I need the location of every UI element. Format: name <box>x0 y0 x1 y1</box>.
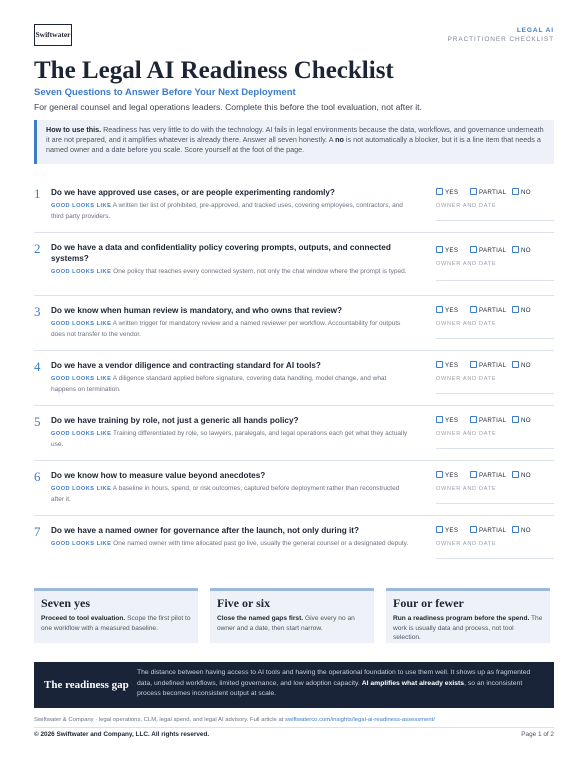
good-looks-like-text: A written trigger for mandatory review and a named reviewer per workflow. Accountability for outputs does not transfer to the vendor. <box>51 320 401 338</box>
partial-checkbox[interactable] <box>470 188 477 195</box>
option-yes[interactable] <box>436 188 458 198</box>
owner-and-date-label: OWNER AND DATE <box>436 541 497 547</box>
good-looks-like-label: GOOD LOOKS LIKE <box>51 269 112 275</box>
good-looks-like-label: GOOD LOOKS LIKE <box>51 541 112 547</box>
good-looks-like-text: One named owner with time allocated past go live, usually the general counsel or a designated deputy. <box>113 540 409 547</box>
yes-checkbox[interactable] <box>436 188 443 195</box>
question-row <box>34 233 554 296</box>
owner-and-date-label: OWNER AND DATE <box>436 261 497 267</box>
owner-and-date-label: OWNER AND DATE <box>436 321 497 327</box>
good-looks-like <box>51 484 413 504</box>
owner-and-date-field[interactable] <box>436 558 554 559</box>
partial-checkbox[interactable] <box>470 246 477 253</box>
yes-label: YES <box>445 417 459 424</box>
page-header <box>34 24 554 50</box>
no-checkbox[interactable] <box>512 188 519 195</box>
answer-options <box>436 306 554 316</box>
question-text: Do we have a named owner for governance after the launch, not only during it? <box>51 526 359 535</box>
how-to-use-panel <box>34 120 554 164</box>
yes-checkbox[interactable] <box>436 361 443 368</box>
owner-and-date-field[interactable] <box>436 338 554 339</box>
question-number: 5 <box>34 414 41 429</box>
question-number: 4 <box>34 359 41 374</box>
owner-and-date-field[interactable] <box>436 448 554 449</box>
yes-label: YES <box>445 307 459 314</box>
option-partial[interactable] <box>470 188 506 198</box>
question-row <box>34 351 554 406</box>
question-text: Do we have a data and confidentiality policy covering prompts, outputs, and connected systems? <box>51 243 391 263</box>
score-detail: The work is usually data and process, not tool selection. <box>393 615 543 641</box>
question-row <box>34 296 554 351</box>
score-text <box>217 614 367 633</box>
score-action: Close the named gaps first. <box>217 615 304 622</box>
option-no[interactable] <box>512 246 531 256</box>
partial-checkbox[interactable] <box>470 416 477 423</box>
page-title: The Legal AI Readiness Checklist <box>34 57 394 84</box>
score-heading: Four or fewer <box>393 596 464 610</box>
partial-checkbox[interactable] <box>470 471 477 478</box>
good-looks-like <box>51 201 413 221</box>
option-no[interactable] <box>512 471 531 481</box>
question-number: 2 <box>34 241 41 256</box>
question-text: Do we have training by role, not just a generic all hands policy? <box>51 416 299 425</box>
brand-logo: Swiftwater <box>34 24 72 46</box>
no-label: NO <box>521 247 531 254</box>
readiness-gap-panel <box>34 662 554 708</box>
gap-emphasis: AI amplifies what already exists <box>361 679 465 687</box>
yes-checkbox[interactable] <box>436 416 443 423</box>
partial-label: PARTIAL <box>479 247 507 254</box>
option-no[interactable] <box>512 361 531 371</box>
header-tag <box>448 26 554 45</box>
answer-options <box>436 188 554 198</box>
score-heading: Seven yes <box>41 596 90 610</box>
good-looks-like-label: GOOD LOOKS LIKE <box>51 486 112 492</box>
score-action: Run a readiness program before the spend. <box>393 615 530 622</box>
partial-checkbox[interactable] <box>470 526 477 533</box>
yes-label: YES <box>445 527 459 534</box>
question-row <box>34 516 554 571</box>
partial-label: PARTIAL <box>479 189 507 196</box>
good-looks-like <box>51 374 413 394</box>
answer-options <box>436 526 554 536</box>
question-number: 3 <box>34 304 41 319</box>
good-looks-like <box>51 267 413 278</box>
question-list <box>34 178 554 571</box>
yes-label: YES <box>445 189 459 196</box>
how-to-text-a: Readiness has very little to do with the technology. AI fails in legal environments because the data, workflows, and governance underneath it are not prepared, and it amplifies whatever is already there. Answer all seven honestly. A <box>46 125 544 144</box>
question-number: 1 <box>34 186 41 201</box>
question-number: 7 <box>34 524 41 539</box>
page-lede: For general counsel and legal operations leaders. Complete this before the tool evaluation, not after it. <box>34 102 422 112</box>
option-partial[interactable] <box>470 471 506 481</box>
answer-options <box>436 416 554 426</box>
answer-options <box>436 471 554 481</box>
score-detail: Scope the first pilot to one workflow with a measured baseline. <box>41 615 191 632</box>
footer-divider <box>34 727 554 728</box>
good-looks-like-text: Training differentiated by role, so lawyers, paralegals, and legal operations each get what they actually use. <box>51 430 408 448</box>
question-row <box>34 178 554 233</box>
option-no[interactable] <box>512 306 531 316</box>
footer-note <box>34 717 435 723</box>
option-partial[interactable] <box>470 526 506 536</box>
option-no[interactable] <box>512 526 531 536</box>
score-card-four-or-fewer <box>386 588 550 643</box>
score-card-five-or-six <box>210 588 374 643</box>
no-checkbox[interactable] <box>512 306 519 313</box>
partial-label: PARTIAL <box>479 362 507 369</box>
good-looks-like-text: A baseline in hours, spend, or risk outcomes, captured before deployment rather than reconstructed after it. <box>51 485 400 503</box>
partial-label: PARTIAL <box>479 472 507 479</box>
option-yes[interactable] <box>436 246 458 256</box>
good-looks-like <box>51 429 413 449</box>
good-looks-like <box>51 539 413 550</box>
good-looks-like-label: GOOD LOOKS LIKE <box>51 376 112 382</box>
good-looks-like-label: GOOD LOOKS LIKE <box>51 431 112 437</box>
question-number: 6 <box>34 469 41 484</box>
score-text <box>41 614 191 633</box>
question-row <box>34 406 554 461</box>
score-section <box>34 588 554 643</box>
answer-options <box>436 361 554 371</box>
answer-options <box>436 246 554 256</box>
yes-label: YES <box>445 362 459 369</box>
question-text: Do we know when human review is mandatory, and who owns that review? <box>51 306 343 315</box>
no-checkbox[interactable] <box>512 361 519 368</box>
question-text: Do we know how to measure value beyond anecdotes? <box>51 471 266 480</box>
good-looks-like-label: GOOD LOOKS LIKE <box>51 321 112 327</box>
how-to-emphasis: no <box>335 135 344 144</box>
question-text: Do we have approved use cases, or are people experimenting randomly? <box>51 188 335 197</box>
copyright: © 2026 Swiftwater and Company, LLC. All rights reserved. <box>34 731 210 738</box>
option-yes[interactable] <box>436 306 458 316</box>
yes-checkbox[interactable] <box>436 526 443 533</box>
score-action: Proceed to tool evaluation. <box>41 615 126 622</box>
page-number: Page 1 of 2 <box>521 731 554 738</box>
good-looks-like-text: One policy that reaches every connected system, not only the chat window where the prompt is typed. <box>113 268 407 275</box>
page-subtitle: Seven Questions to Answer Before Your Next Deployment <box>34 87 296 98</box>
footer-note-text: Swiftwater & Company · legal operations, CLM, legal spend, and legal AI advisory. Full article at <box>34 717 286 723</box>
no-label: NO <box>521 362 531 369</box>
option-partial[interactable] <box>470 361 506 371</box>
how-to-label: How to use this. <box>46 125 102 134</box>
no-label: NO <box>521 189 531 196</box>
yes-checkbox[interactable] <box>436 306 443 313</box>
option-partial[interactable] <box>470 416 506 426</box>
option-yes[interactable] <box>436 361 458 371</box>
owner-and-date-label: OWNER AND DATE <box>436 431 497 437</box>
partial-checkbox[interactable] <box>470 361 477 368</box>
good-looks-like-text: A diligence standard applied before signature, covering data handling, model change, and what happens on termination. <box>51 375 387 393</box>
readiness-gap-heading: The readiness gap <box>44 679 129 691</box>
partial-checkbox[interactable] <box>470 306 477 313</box>
owner-and-date-label: OWNER AND DATE <box>436 376 497 382</box>
gap-text-a: The distance between having access to AI tools and having the operational foundation to use them well. It shows up as fragmented data, undefined workflows, limited governance, and low adoption capacity. <box>137 669 531 687</box>
option-yes[interactable] <box>436 416 458 426</box>
no-checkbox[interactable] <box>512 246 519 253</box>
good-looks-like <box>51 319 413 339</box>
yes-checkbox[interactable] <box>436 471 443 478</box>
tag-category: LEGAL AI <box>516 27 554 34</box>
partial-label: PARTIAL <box>479 417 507 424</box>
question-text: Do we have a vendor diligence and contracting standard for AI tools? <box>51 361 321 370</box>
owner-and-date-field[interactable] <box>436 393 554 394</box>
owner-and-date-field[interactable] <box>436 220 554 221</box>
score-text <box>393 614 543 643</box>
owner-and-date-field[interactable] <box>436 280 554 281</box>
yes-label: YES <box>445 472 459 479</box>
option-yes[interactable] <box>436 526 458 536</box>
owner-and-date-label: OWNER AND DATE <box>436 203 497 209</box>
yes-label: YES <box>445 247 459 254</box>
option-partial[interactable] <box>470 306 506 316</box>
question-row <box>34 461 554 516</box>
owner-and-date-label: OWNER AND DATE <box>436 486 497 492</box>
partial-label: PARTIAL <box>479 307 507 314</box>
gap-text-b: , so an inconsistent process becomes inconsistent output at scale. <box>137 679 523 697</box>
readiness-gap-text <box>137 668 546 700</box>
good-looks-like-text: A written tier list of prohibited, pre-approved, and tracked uses, covering employees, contractors, and third party providers. <box>51 202 403 220</box>
option-yes[interactable] <box>436 471 458 481</box>
no-checkbox[interactable] <box>512 471 519 478</box>
partial-label: PARTIAL <box>479 527 507 534</box>
no-label: NO <box>521 527 531 534</box>
owner-and-date-field[interactable] <box>436 503 554 504</box>
no-checkbox[interactable] <box>512 526 519 533</box>
no-checkbox[interactable] <box>512 416 519 423</box>
yes-checkbox[interactable] <box>436 246 443 253</box>
tag-doc-type: PRACTITIONER CHECKLIST <box>447 36 554 43</box>
score-detail: Give every no an owner and a date, then start narrow. <box>217 615 355 632</box>
good-looks-like-label: GOOD LOOKS LIKE <box>51 203 112 209</box>
score-card-seven-yes <box>34 588 198 643</box>
article-link[interactable]: swiftwaterco.com/insights/legal-ai-readiness-assessment/ <box>285 717 435 723</box>
option-no[interactable] <box>512 416 531 426</box>
no-label: NO <box>521 307 531 314</box>
option-partial[interactable] <box>470 246 506 256</box>
score-heading: Five or six <box>217 596 271 610</box>
no-label: NO <box>521 472 531 479</box>
option-no[interactable] <box>512 188 531 198</box>
no-label: NO <box>521 417 531 424</box>
how-to-text-b: is not automatically a blocker, but it is a line item that needs a named owner and a date before you scale. Score yourself at the foot of the page. <box>46 135 541 154</box>
